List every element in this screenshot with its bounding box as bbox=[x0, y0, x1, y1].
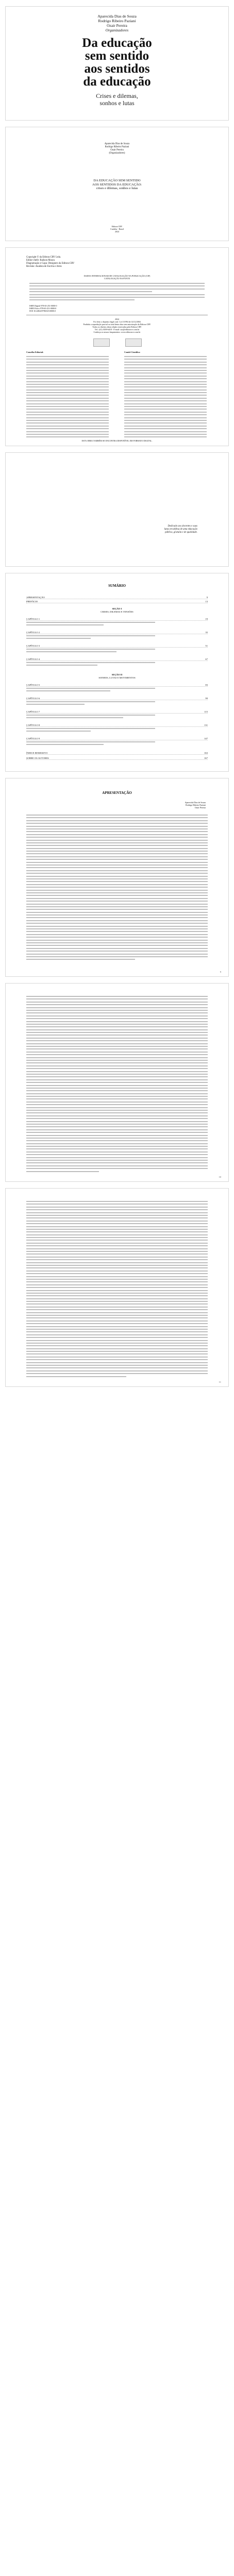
body-text bbox=[26, 1201, 208, 1379]
author-1: Aparecida Dias de Souza bbox=[97, 14, 137, 19]
toc-row[interactable]: CAPÍTULO 2 35 bbox=[26, 631, 208, 634]
toc-page bbox=[5, 573, 229, 772]
council-heading-2: Comitê Científico: bbox=[124, 351, 141, 353]
half-title-imprint: Editora CRV Curitiba - Brasil 2024 bbox=[110, 225, 124, 233]
toc-row[interactable]: CAPÍTULO 7 115 bbox=[26, 710, 208, 713]
digital-note: ESTA OBRA TAMBÉM SE ENCONTRA DISPONÍVEL EM FORMATO DIGITAL. bbox=[81, 439, 153, 442]
toc-part-1: SEÇÃO I bbox=[112, 607, 122, 610]
cover-subtitle: Crises e dilemas, sonhos e lutas bbox=[96, 92, 138, 107]
toc-row[interactable]: CAPÍTULO 4 67 bbox=[26, 658, 208, 660]
page-number: 9 bbox=[220, 971, 221, 973]
legal-block: 2024 Foi feito o depósito legal conf. Lei 10.994 de 14/12/2004 Proibida a reprodução parcial ou total desta obra sem autorização da Editora CRV Todos os direitos desta edição reservados pela Editora CRV Tel.: (41) 3039-6418 - E-mail: sac@editoracrv.com.br Conheça os nossos lançamentos: www.editoracrv.com.br bbox=[83, 318, 151, 333]
toc-part-2: SEÇÃO II bbox=[111, 673, 123, 676]
authors-role: Organizadores bbox=[105, 28, 129, 32]
toc-row[interactable]: SOBRE OS AUTORES 167 bbox=[26, 757, 208, 759]
toc-part-1-sub: CRISES, DILEMAS E TENSÕES bbox=[101, 611, 133, 613]
cover-title: Da educação sem sentido aos sentidos da educação bbox=[82, 36, 152, 89]
toc-row[interactable]: APRESENTAÇÃO 9 bbox=[26, 596, 208, 599]
presentation-body bbox=[26, 815, 208, 962]
publisher-logo bbox=[93, 338, 110, 347]
half-title-page bbox=[5, 127, 229, 241]
author-2: Rodrigo Ribeiro Paziani bbox=[98, 19, 136, 23]
credits-block: Copyright © da Editora CRV Ltda. Editor-chefe: Railson Moura Diagramação e Capa: Designers da Editora CRV Revisão: Analista de Escrita e Artes bbox=[26, 256, 75, 268]
author-3: Ozair Pereira bbox=[107, 23, 127, 28]
presentation-page bbox=[5, 778, 229, 977]
body-page bbox=[5, 983, 229, 1182]
half-title-heading: DA EDUCAÇÃO SEM SENTIDO AOS SENTIDOS DA EDUCAÇÃO: crises e dilemas, sonhos e lutas bbox=[92, 179, 142, 190]
credits-page bbox=[5, 247, 229, 446]
toc-title: SUMÁRIO bbox=[108, 584, 126, 588]
toc-row[interactable]: CAPÍTULO 6 99 bbox=[26, 697, 208, 700]
toc-row[interactable]: CAPÍTULO 3 51 bbox=[26, 645, 208, 647]
half-title-authors: Aparecida Dias de Souza Rodrigo Ribeiro Paziani Ozair Pereira (Organizadores) bbox=[104, 143, 130, 155]
catalog-header: DADOS INTERNACIONAIS DE CATALOGAÇÃO NA PUBLICAÇÃO (CIP) CATALOGAÇÃO NA FONTE bbox=[83, 275, 151, 280]
presentation-title: APRESENTAÇÃO bbox=[102, 791, 132, 795]
catalog-text bbox=[29, 283, 205, 302]
page-number: 11 bbox=[219, 1381, 221, 1383]
toc-row[interactable]: CAPÍTULO 9 147 bbox=[26, 737, 208, 740]
toc-row[interactable]: CAPÍTULO 5 83 bbox=[26, 684, 208, 686]
dedication-page bbox=[5, 452, 229, 567]
isbn-block: ISBN Digital 978-65-251-0000-0 ISBN Físico 978-65-251-0000-0 DOI 10.24824/978652510000.0 bbox=[29, 304, 57, 312]
presentation-authors: Aparecida Dias de Souza Rodrigo Ribeiro Paziani Ozair Pereira bbox=[185, 801, 206, 809]
council-heading-1: Conselho Editorial: bbox=[26, 351, 44, 353]
dedication-text: Dedicado aos docentes e suas lutas em defesa de uma educação pública, gratuita e de qualidade. bbox=[164, 525, 197, 534]
toc-part-2-sub: SONHOS, LUTAS E MOVIMENTOS bbox=[98, 676, 136, 679]
body-page bbox=[5, 1188, 229, 1387]
partner-logo bbox=[125, 338, 142, 347]
toc-row[interactable]: CAPÍTULO 1 19 bbox=[26, 618, 208, 620]
toc-row[interactable]: CAPÍTULO 8 131 bbox=[26, 724, 208, 726]
council-list-1 bbox=[26, 356, 109, 439]
council-list-2 bbox=[124, 356, 207, 439]
cover-authors bbox=[6, 14, 228, 32]
page-number: 10 bbox=[219, 1176, 221, 1178]
cover-page bbox=[5, 6, 229, 121]
toc-row[interactable]: PREFÁCIO 13 bbox=[26, 600, 208, 603]
toc-row[interactable]: ÍNDICE REMISSIVO 163 bbox=[26, 752, 208, 754]
body-text bbox=[26, 996, 208, 1174]
